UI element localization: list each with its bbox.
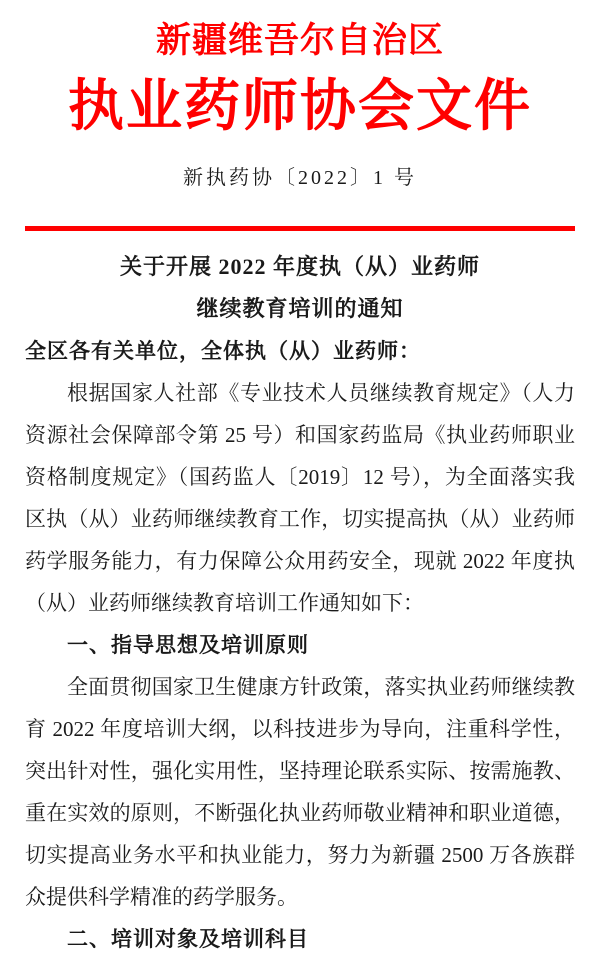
org-region-title: 新疆维吾尔自治区	[155, 21, 444, 60]
salutation: 全区各有关单位，全体执（从）业药师：	[25, 339, 421, 363]
notice-title	[25, 246, 575, 330]
doc-number: 新执药协〔2022〕1 号	[183, 167, 417, 189]
org-document-title: 执业药师协会文件	[68, 76, 532, 138]
red-divider	[25, 226, 575, 231]
notice-body	[25, 330, 575, 960]
notice-title-line2: 继续教育培训的通知	[196, 296, 404, 321]
paragraph-basis: 根据国家人社部《专业技术人员继续教育规定》（人力资源社会保障部令第 25 号）和国家药监局《执业药师职业资格制度规定》（国药监人〔2019〕12 号），为全面落实我区执（从）业药师继续教育工作，切实提高执（从）业药师药学服务能力，有力保障公众用药安全，现就 2022 年度执（从）业药师继续教育培训工作通知如下：	[25, 381, 575, 615]
section-heading-1: 一、指导思想及培训原则	[67, 633, 309, 657]
section-heading-2: 二、培训对象及培训科目	[67, 927, 309, 951]
notice-title-line1: 关于开展 2022 年度执（从）业药师	[119, 254, 480, 279]
paragraph-guiding-principles: 全面贯彻国家卫生健康方针政策，落实执业药师继续教育 2022 年度培训大纲，以科技进步为导向，注重科学性，突出针对性，强化实用性，坚持理论联系实际、按需施教、重在实效的原则，不断强化执业药师敬业精神和职业道德，切实提高业务水平和执业能力，努力为新疆 2500 万各族群众提供科学精准的药学服务。	[25, 675, 575, 909]
